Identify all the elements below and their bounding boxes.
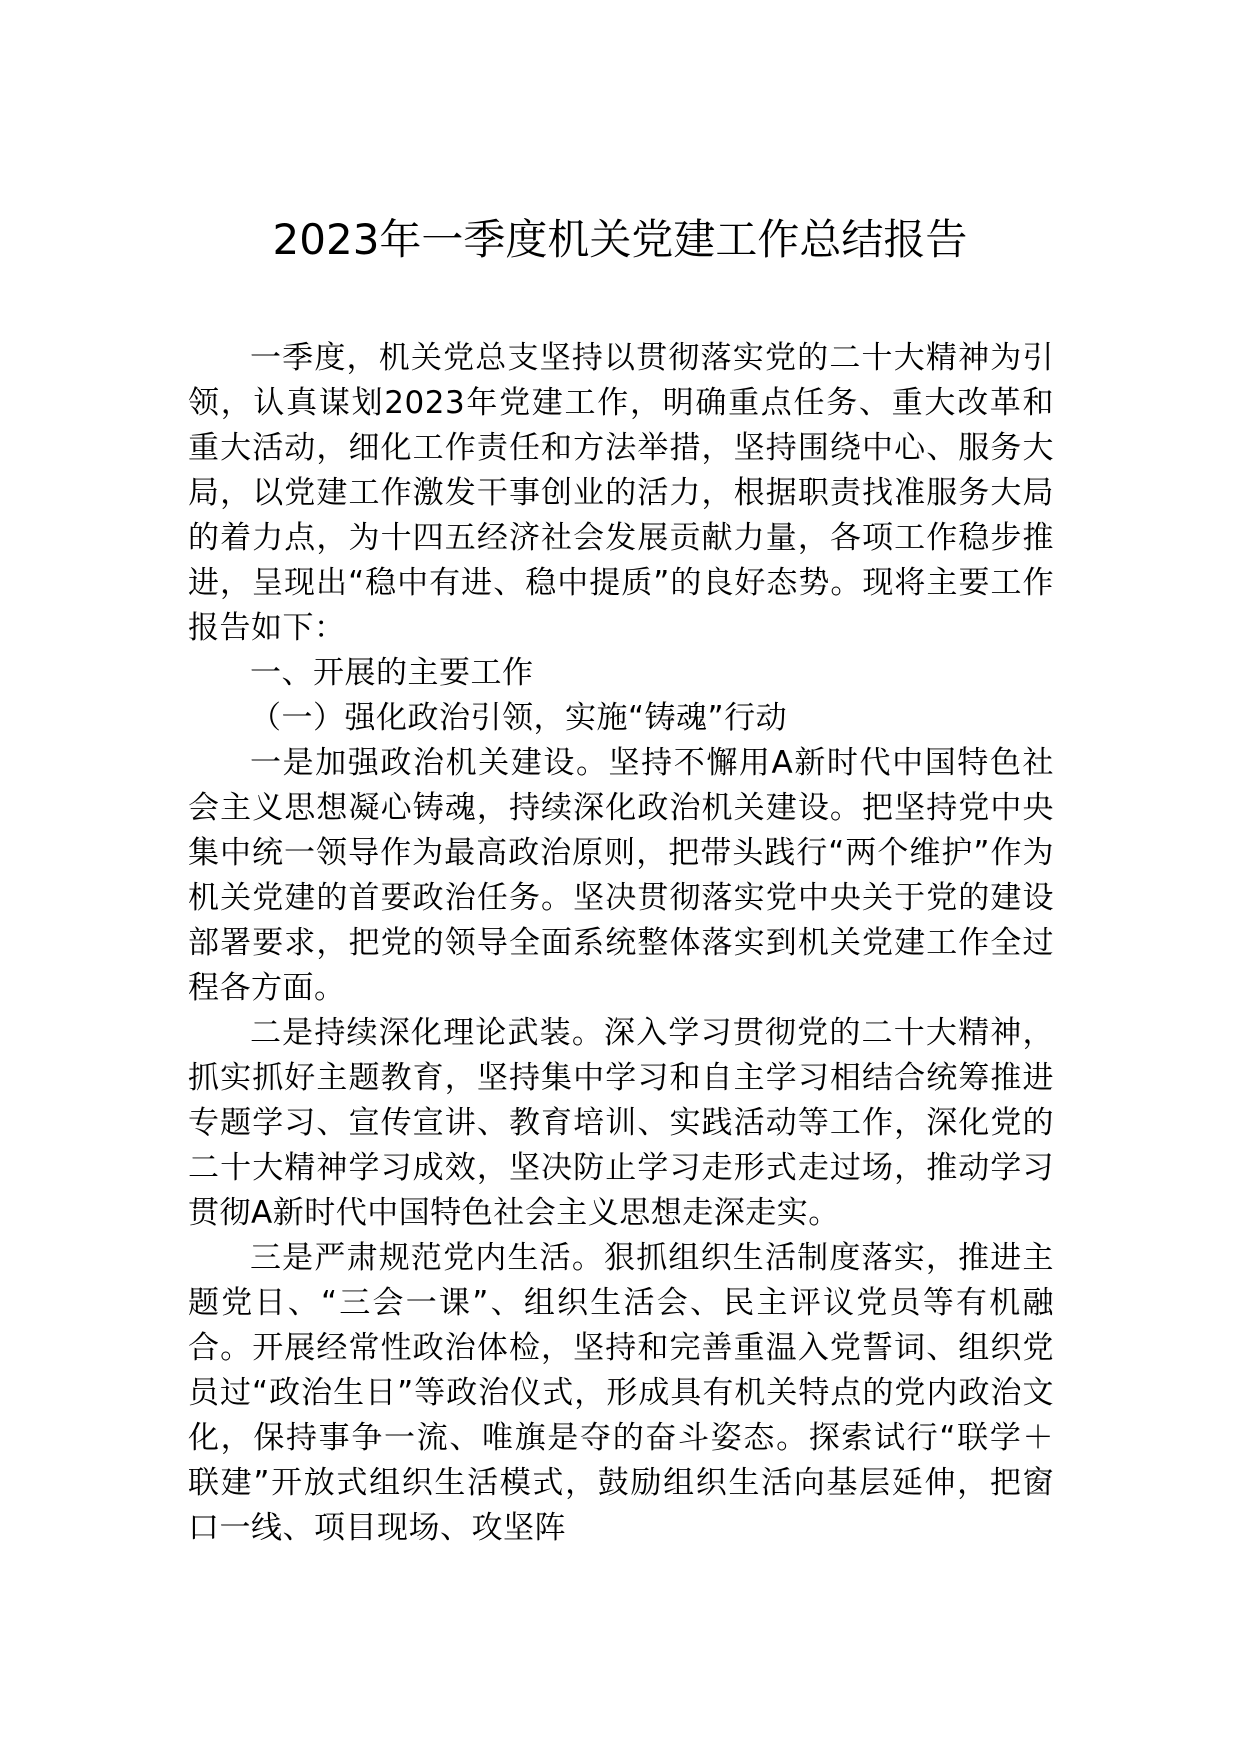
document-title: 2023年一季度机关党建工作总结报告 [272,215,968,264]
section-heading-1: 一、开展的主要工作 [250,655,534,691]
paragraph-item-3: 三是严肃规范党内生活。狠抓组织生活制度落实，推进主题党日、“三会一课”、组织生活会、民主评议党员等有机融合。开展经常性政治体检，坚持和完善重温入党誓词、组织党员过“政治生日”等政治仪式，形成具有机关特点的党内政治文化，保持事争一流、唯旗是夺的奋斗姿态。探索试行“联学＋联建”开放式组织生活模式，鼓励组织生活向基层延伸，把窗口一线、项目现场、攻坚阵 [188,1240,1054,1546]
paragraph-item-2: 二是持续深化理论武装。深入学习贯彻党的二十大精神，抓实抓好主题教育，坚持集中学习和自主学习相结合统筹推进专题学习、宣传宣讲、教育培训、实践活动等工作，深化党的二十大精神学习成效，坚决防止学习走形式走过场，推动学习贯彻A新时代中国特色社会主义思想走深走实。 [188,1015,1054,1231]
paragraph-item-1: 一是加强政治机关建设。坚持不懈用A新时代中国特色社会主义思想凝心铸魂，持续深化政治机关建设。把坚持党中央集中统一领导作为最高政治原则，把带头践行“两个维护”作为机关党建的首要政治任务。坚决贯彻落实党中央关于党的建设部署要求，把党的领导全面系统整体落实到机关党建工作全过程各方面。 [188,745,1054,1006]
document-body [188,336,1054,1551]
subsection-heading-1: （一）强化政治引领，实施“铸魂”行动 [250,700,788,736]
intro-paragraph: 一季度，机关党总支坚持以贯彻落实党的二十大精神为引领，认真谋划2023年党建工作，明确重点任务、重大改革和重大活动，细化工作责任和方法举措，坚持围绕中心、服务大局，以党建工作激发干事创业的活力，根据职责找准服务大局的着力点，为十四五经济社会发展贡献力量，各项工作稳步推进，呈现出“稳中有进、稳中提质”的良好态势。现将主要工作报告如下： [188,340,1054,646]
